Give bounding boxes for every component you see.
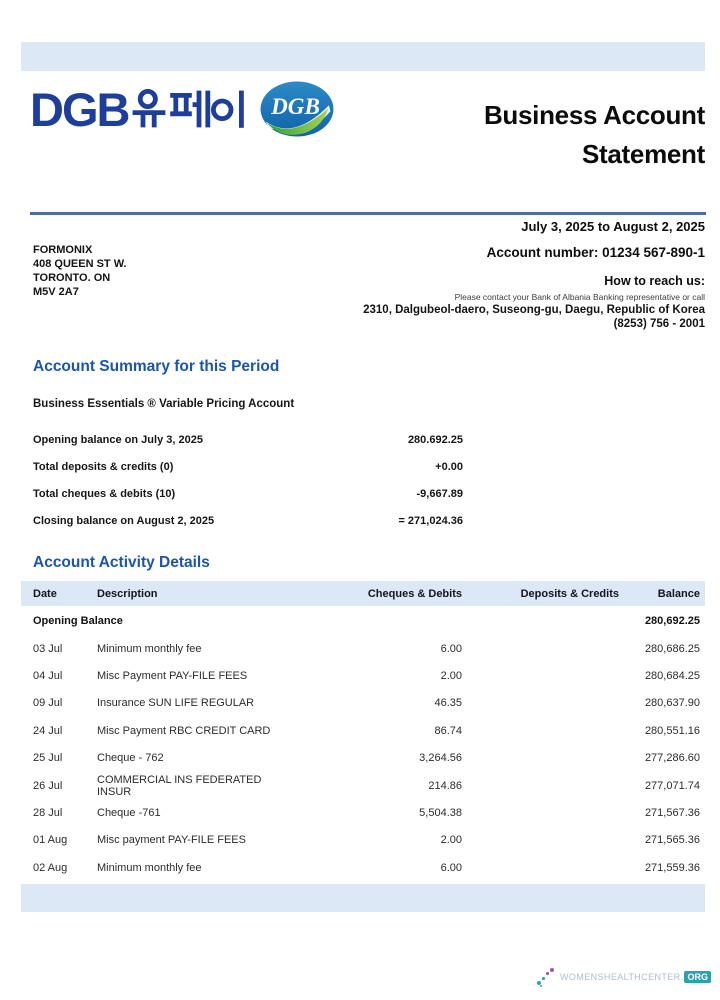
summary-row-value: = 271,024.36: [398, 514, 463, 527]
table-row: [21, 827, 705, 854]
document-title-line1: Business Account: [483, 100, 705, 130]
cell-date: 03 Jul: [33, 642, 63, 655]
reach-heading: How to reach us:: [604, 274, 705, 288]
account-number: Account number: 01234 567-890-1: [486, 245, 705, 260]
cell-debit: 2.00: [440, 670, 462, 683]
table-row: [21, 662, 705, 689]
cell-date: 09 Jul: [33, 697, 63, 710]
cell-debit: 86.74: [434, 724, 462, 737]
cell-debit: 214.86: [428, 779, 462, 792]
summary-heading: Account Summary for this Period: [33, 358, 280, 375]
cell-balance: 280,686.25: [644, 642, 700, 655]
bank-wordmark: [30, 82, 247, 136]
col-header-deposits-credits: Deposits & Credits: [520, 587, 619, 600]
table-row: [21, 772, 705, 799]
svg-text:DGB: DGB: [271, 93, 321, 120]
summary-row-value: -9,667.89: [416, 487, 463, 500]
table-row: [21, 854, 705, 881]
cell-balance: 271,567.36: [644, 807, 700, 820]
reach-phone: (8253) 756 - 2001: [613, 318, 705, 330]
bank-logo: [30, 80, 335, 138]
cell-description: COMMERCIAL INS FEDERATED INSUR: [97, 773, 262, 798]
table-row: [21, 717, 705, 744]
cell-debit: 5,504.38: [419, 807, 462, 820]
activity-header-row: [21, 581, 705, 606]
cell-debit: 46.35: [434, 697, 462, 710]
watermark-text: WOMENSHEALTHCENTER.: [560, 972, 684, 982]
table-row: [21, 799, 705, 826]
cell-debit: 2.00: [440, 834, 462, 847]
cell-balance: 277,286.60: [644, 752, 700, 765]
cell-description: Cheque - 762: [97, 752, 164, 765]
summary-row: [33, 507, 463, 534]
activity-table: [21, 581, 705, 882]
top-band: [21, 42, 705, 71]
watermark: [536, 964, 711, 990]
cell-balance: 277,071.74: [644, 779, 700, 792]
address-line: M5V 2A7: [33, 286, 79, 298]
cell-date: 28 Jul: [33, 807, 63, 820]
cell-balance: 271,565.36: [644, 834, 700, 847]
cell-date: 04 Jul: [33, 670, 63, 683]
summary-row-label: Total cheques & debits (10): [33, 487, 176, 500]
summary-row: [33, 426, 463, 453]
summary-row: [33, 453, 463, 480]
statement-period: July 3, 2025 to August 2, 2025: [521, 219, 705, 234]
summary-row: [33, 480, 463, 507]
document-title: [484, 96, 705, 174]
table-row: [21, 745, 705, 772]
col-header-cheques-debits: Cheques & Debits: [367, 587, 462, 600]
address-line: TORONTO. ON: [33, 272, 111, 284]
summary-row-label: Opening balance on July 3, 2025: [33, 433, 203, 446]
summary-row-value: 280.692.25: [407, 433, 463, 446]
watermark-dots-icon: [536, 966, 558, 988]
col-header-description: Description: [97, 587, 158, 600]
cell-description: Insurance SUN LIFE REGULAR: [97, 697, 255, 710]
summary-row-label: Closing balance on August 2, 2025: [33, 514, 215, 527]
cell-date: 25 Jul: [33, 752, 63, 765]
cell-balance: 271,559.36: [644, 861, 700, 874]
cell-date: 24 Jul: [33, 724, 63, 737]
summary-rows: [33, 426, 463, 534]
dgb-badge-icon: [259, 80, 335, 138]
wordmark-hangul-glyphs: [131, 89, 247, 129]
activity-heading: Account Activity Details: [33, 554, 210, 571]
col-header-date: Date: [33, 587, 57, 600]
header-divider: [30, 212, 706, 215]
table-row: [21, 690, 705, 717]
reach-address: 2310, Dalgubeol-daero, Suseong-gu, Daegu, Republic of Korea: [363, 304, 705, 316]
address-line: 408 QUEEN ST W.: [33, 258, 127, 270]
cell-balance: 280,684.25: [644, 670, 700, 683]
wordmark-latin-text: DGB: [30, 82, 129, 136]
document-title-line2: Statement: [582, 139, 705, 169]
col-header-balance: Balance: [657, 587, 700, 600]
customer-address: [33, 243, 127, 299]
cell-balance: 280,637.90: [644, 697, 700, 710]
watermark-org-badge: ORG: [684, 971, 711, 983]
reach-contact-note: Please contact your Bank of Albania Banking representative or call: [454, 292, 705, 302]
cell-description: Misc Payment PAY-FILE FEES: [97, 670, 248, 683]
cell-date: 02 Aug: [33, 861, 68, 874]
cell-debit: 3,264.56: [419, 752, 462, 765]
cell-description: Minimum monthly fee: [97, 642, 202, 655]
summary-row-label: Total deposits & credits (0): [33, 460, 174, 473]
summary-row-value: +0.00: [435, 460, 463, 473]
address-line: FORMONIX: [33, 244, 93, 256]
cell-balance: 280,551.16: [644, 724, 700, 737]
cell-description: Misc payment PAY-FILE FEES: [97, 834, 246, 847]
opening-balance-row: [21, 606, 705, 635]
table-row: [21, 635, 705, 662]
opening-balance-label: Opening Balance: [33, 614, 123, 627]
cell-description: Cheque -761: [97, 807, 161, 820]
cell-date: 01 Aug: [33, 834, 68, 847]
cell-debit: 6.00: [440, 861, 462, 874]
cell-description: Minimum monthly fee: [97, 861, 202, 874]
activity-rows: [21, 635, 705, 882]
cell-debit: 6.00: [440, 642, 462, 655]
cell-description: Misc Payment RBC CREDIT CARD: [97, 724, 271, 737]
footer-band: [21, 884, 705, 912]
opening-balance-value: 280,692.25: [644, 614, 700, 627]
how-to-reach-us: [363, 274, 705, 330]
cell-date: 26 Jul: [33, 779, 63, 792]
product-name: Business Essentials ® Variable Pricing Account: [33, 398, 295, 410]
